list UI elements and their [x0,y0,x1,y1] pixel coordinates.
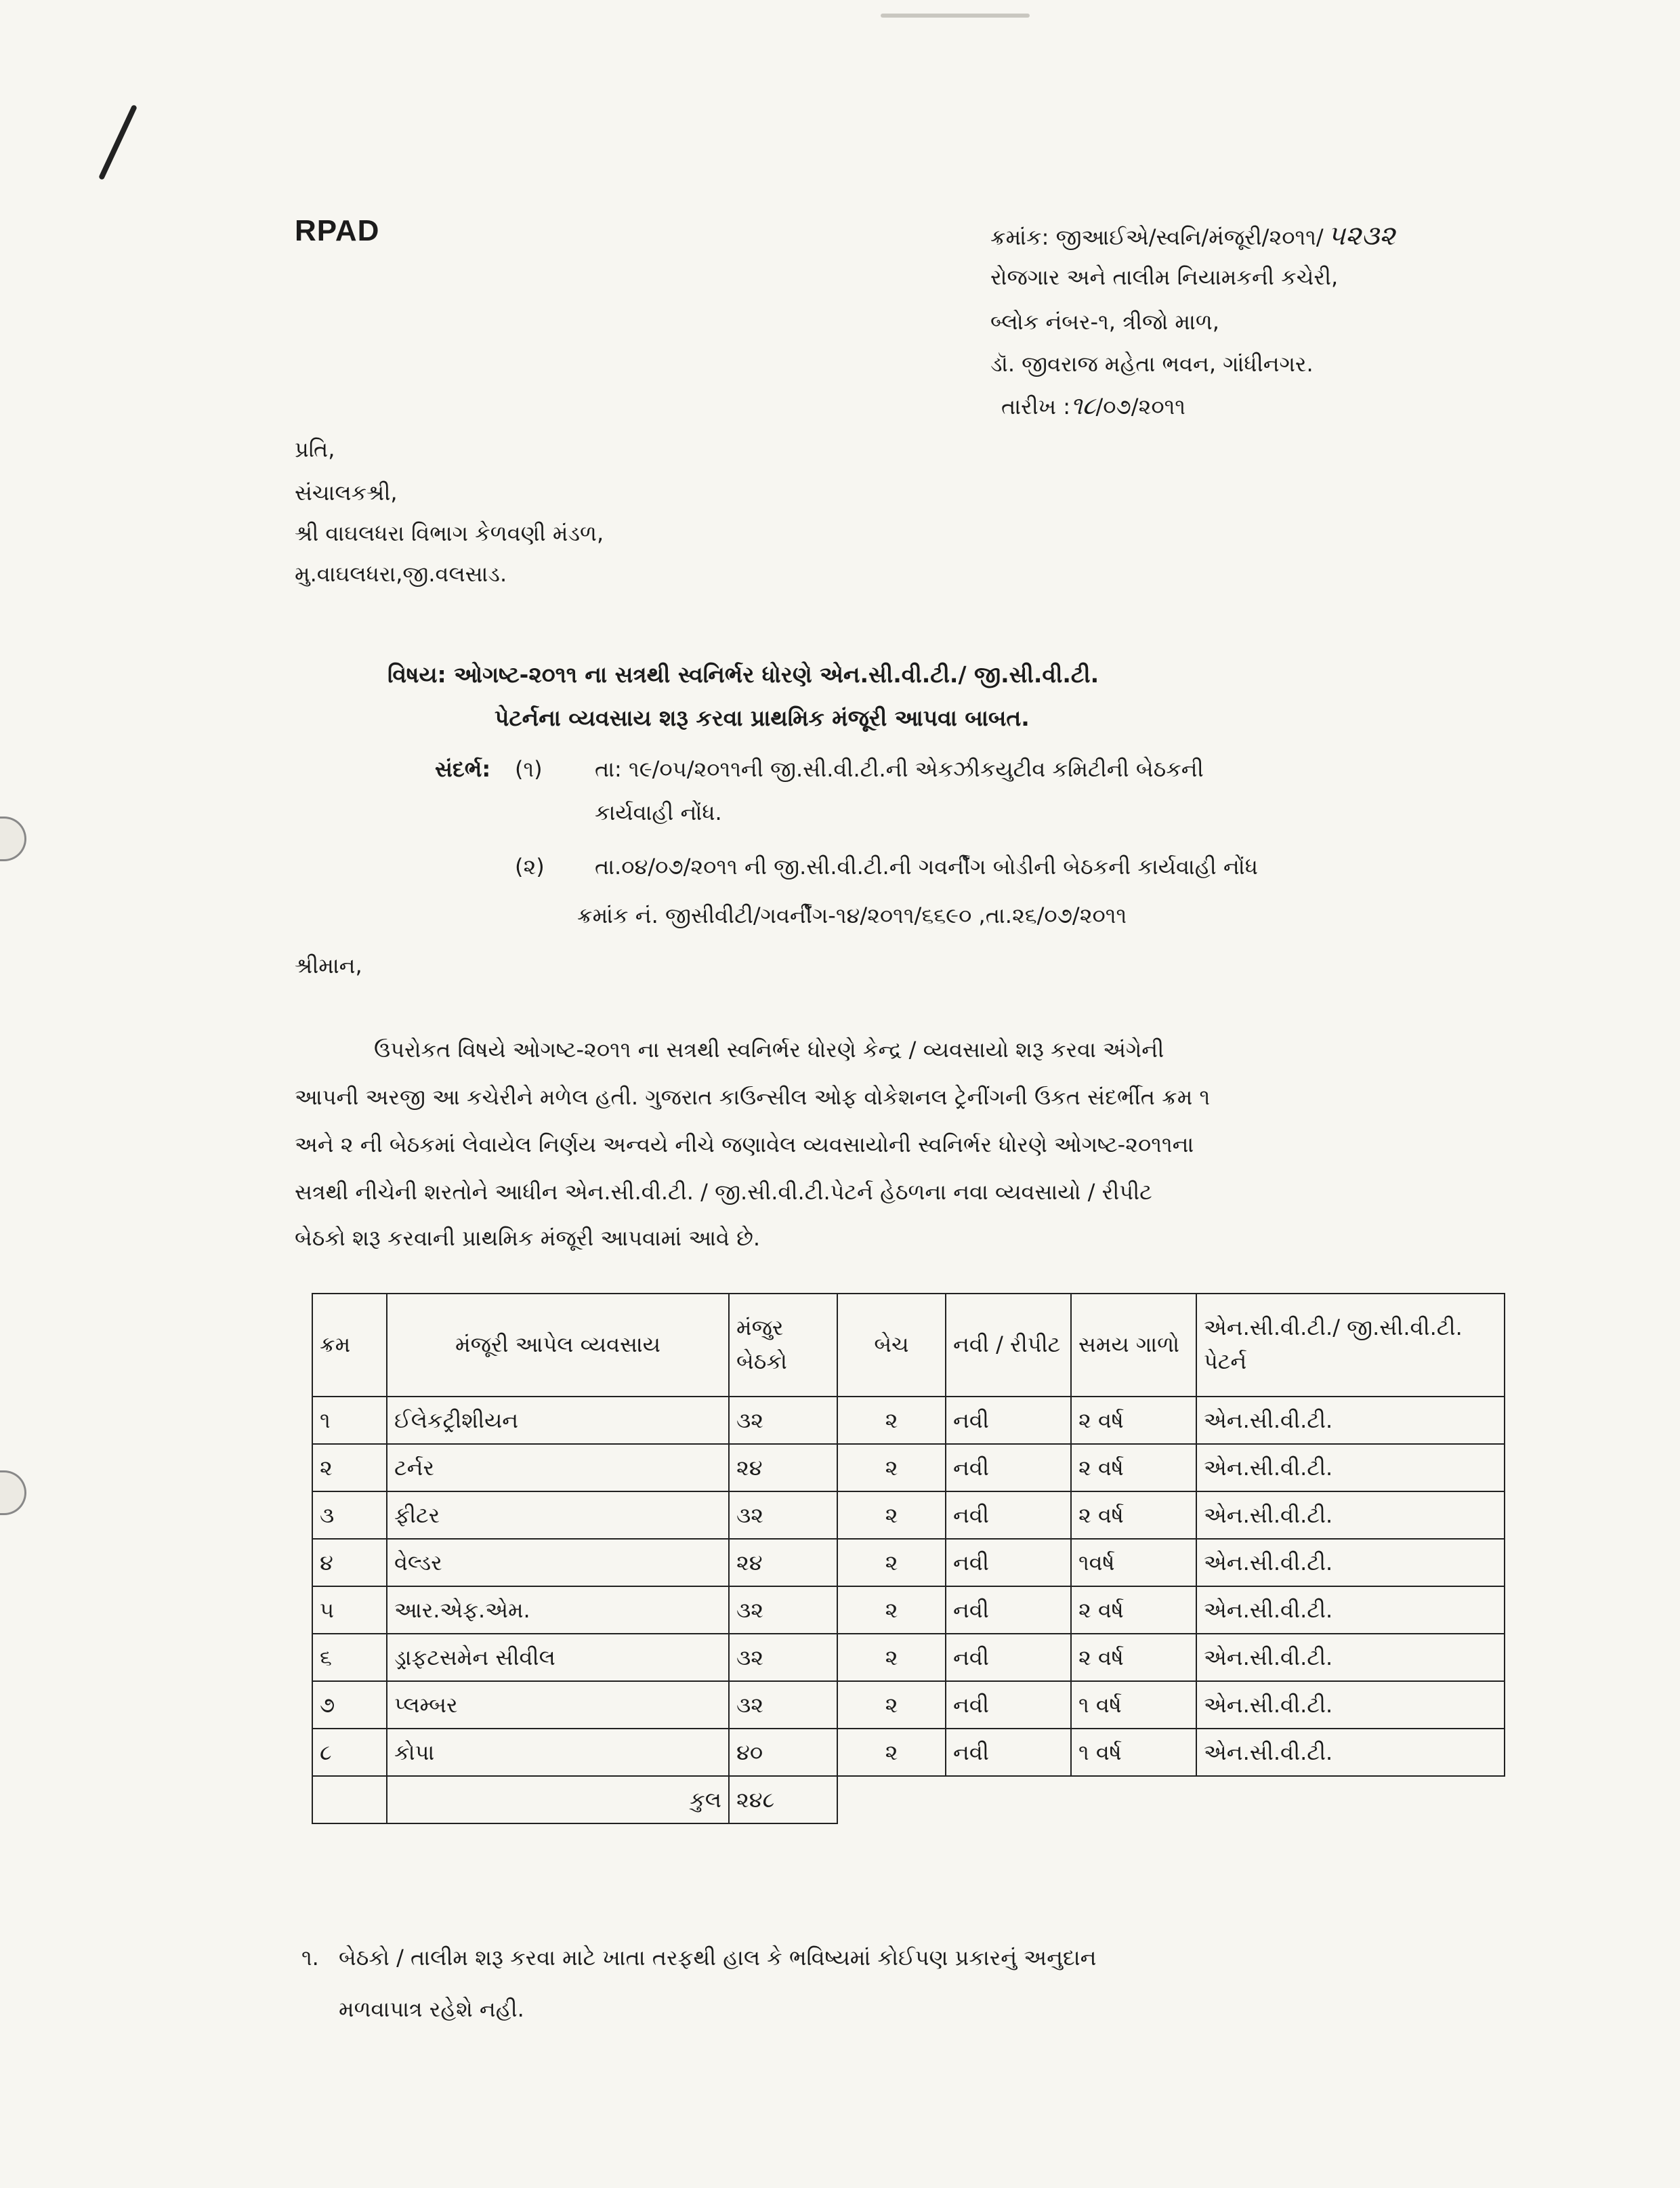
cell-pattern: એન.સી.વી.ટી. [1196,1491,1505,1539]
cell-trade: ઈલેકટ્રીશીયન [387,1397,729,1444]
table-total-row [312,1776,1505,1823]
subject-line-1: વિષય: ઓગષ્ટ-૨૦૧૧ ના સત્રથી સ્વનિર્ભર ધોરણે એન.સી.વી.ટી./ જી.સી.વી.ટી. [387,661,1099,688]
cell-trade: ટર્નર [387,1444,729,1491]
date-label: તારીખ : [1001,394,1071,419]
handwritten-date-day: ૧૮ [1070,392,1096,420]
cell-trade: આર.એફ.એમ. [387,1586,729,1634]
cell-new-repeat: નવી [946,1586,1071,1634]
reference-label: સંદર્ભ: [435,756,491,782]
reference-number-text: ક્રમાંક: જીઆઈએ/સ્વનિ/મંજૂરી/૨૦૧૧/ [990,224,1324,250]
scan-smudge [881,14,1030,18]
letter-date [1001,393,1185,420]
cell-serial: ૫ [312,1586,387,1634]
cell-serial: ૬ [312,1634,387,1681]
cell-new-repeat: નવી [946,1539,1071,1586]
reference-1-number: (૧) [515,756,543,782]
cell-pattern: એન.સી.વી.ટી. [1196,1397,1505,1444]
salutation: શ્રીમાન, [295,953,362,978]
approved-trades-table [312,1293,1504,1824]
cell-new-repeat: નવી [946,1729,1071,1776]
cell-serial: ૭ [312,1681,387,1729]
cell-serial: ૧ [312,1397,387,1444]
cell-seats: ૪૦ [729,1729,837,1776]
cell-batch: ૨ [837,1586,946,1634]
recipient-address: મુ.વાઘલધરા,જી.વલસાડ. [295,561,507,587]
cell-serial: ૨ [312,1444,387,1491]
condition-1-number: ૧. [301,1945,319,1970]
office-address-building: ડૉ. જીવરાજ મહેતા ભવન, ગાંધીનગર. [990,351,1314,377]
header-seats: મંજુર બેઠકો [729,1294,837,1397]
reference-2-line-1: તા.૦૪/૦૭/૨૦૧૧ ની જી.સી.વી.ટી.ની ગવર્નીંગ બોડીની બેઠકની કાર્યવાહી નોંધ [595,854,1258,880]
office-address-block: બ્લોક નંબર-૧, ત્રીજો માળ, [990,309,1219,335]
cell-trade: કોપા [387,1729,729,1776]
cell-seats: ૨૪ [729,1444,837,1491]
cell-trade: વેલ્ડર [387,1539,729,1586]
cell-duration: ૧વર્ષ [1071,1539,1196,1586]
header-pattern: એન.સી.વી.ટી./ જી.સી.વી.ટી. પેટર્ન [1196,1294,1505,1397]
recipient-title: સંચાલકશ્રી, [295,480,398,505]
body-line-3: અને ૨ ની બેઠકમાં લેવાયેલ નિર્ણય અન્વયે નીચે જણાવેલ વ્યવસાયોની સ્વનિર્ભર ધોરણે ઓગષ્ટ-૨૦૧૧ના [295,1132,1194,1157]
pen-stroke-mark [98,104,138,180]
cell-seats: ૨૪ [729,1539,837,1586]
cell-trade: પ્લમ્બર [387,1681,729,1729]
cell-pattern: એન.સી.વી.ટી. [1196,1539,1505,1586]
header-trade: મંજૂરી આપેલ વ્યવસાય [387,1294,729,1397]
header-duration: સમય ગાળો [1071,1294,1196,1397]
subject-line-2: પેટર્નના વ્યવસાય શરૂ કરવા પ્રાથમિક મંજૂરી આપવા બાબત. [495,705,1030,731]
cell-trade: ફીટર [387,1491,729,1539]
recipient-organisation: શ્રી વાઘલધરા વિભાગ કેળવણી મંડળ, [295,520,604,546]
cell-duration: ૧ વર્ષ [1071,1681,1196,1729]
cell-duration: ૨ વર્ષ [1071,1444,1196,1491]
cell-batch: ૨ [837,1634,946,1681]
cell-seats: ૩૨ [729,1586,837,1634]
cell-serial: ૮ [312,1729,387,1776]
cell-duration: ૨ વર્ષ [1071,1491,1196,1539]
table-row [312,1397,1505,1444]
cell-seats: ૩૨ [729,1681,837,1729]
cell-batch: ૨ [837,1491,946,1539]
total-value: ૨૪૮ [729,1776,837,1823]
reference-1-line-2: કાર્યવાહી નોંધ. [595,800,722,825]
handwritten-inward-number: ૫૨૩૨ [1327,220,1395,251]
reference-2-number: (૨) [515,854,545,880]
cell-batch: ૨ [837,1444,946,1491]
cell-seats: ૩૨ [729,1397,837,1444]
cell-pattern: એન.સી.વી.ટી. [1196,1681,1505,1729]
cell-pattern: એન.સી.વી.ટી. [1196,1634,1505,1681]
body-line-4: સત્રથી નીચેની શરતોને આધીન એન.સી.વી.ટી. / જી.સી.વી.ટી.પેટર્ન હેઠળના નવા વ્યવસાયો / રીપીટ [295,1179,1152,1205]
table-row [312,1444,1505,1491]
cell-duration: ૨ વર્ષ [1071,1397,1196,1444]
total-label: કુલ [387,1776,729,1823]
cell-batch: ૨ [837,1539,946,1586]
table-row [312,1491,1505,1539]
cell-batch: ૨ [837,1397,946,1444]
punch-hole-top [0,817,26,861]
cell-duration: ૨ વર્ષ [1071,1634,1196,1681]
total-empty-cell [312,1776,387,1823]
table-row [312,1681,1505,1729]
punch-hole-bottom [0,1470,26,1515]
cell-new-repeat: નવી [946,1397,1071,1444]
table-body [312,1397,1505,1776]
header-serial: ક્રમ [312,1294,387,1397]
table-row [312,1539,1505,1586]
table-row [312,1586,1505,1634]
cell-new-repeat: નવી [946,1681,1071,1729]
cell-duration: ૧ વર્ષ [1071,1729,1196,1776]
cell-seats: ૩૨ [729,1634,837,1681]
header-new-repeat: નવી / રીપીટ [946,1294,1071,1397]
reference-1-line-1: તા: ૧૯/૦૫/૨૦૧૧ની જી.સી.વી.ટી.ની એકઝીકયુટીવ કમિટીની બેઠકની [595,756,1204,782]
table-row [312,1729,1505,1776]
trades-table [312,1293,1505,1824]
table-header-row [312,1294,1505,1397]
cell-new-repeat: નવી [946,1444,1071,1491]
cell-serial: ૪ [312,1539,387,1586]
cell-new-repeat: નવી [946,1491,1071,1539]
cell-pattern: એન.સી.વી.ટી. [1196,1586,1505,1634]
cell-batch: ૨ [837,1729,946,1776]
cell-pattern: એન.સી.વી.ટી. [1196,1444,1505,1491]
rpad-mark: RPAD [295,214,380,247]
cell-duration: ૨ વર્ષ [1071,1586,1196,1634]
cell-seats: ૩૨ [729,1491,837,1539]
body-line-1: ઉપરોકત વિષયે ઓગષ્ટ-૨૦૧૧ ના સત્રથી સ્વનિર્ભર ધોરણે કેન્દ્ર / વ્યવસાયો શરૂ કરવા અંગેની [374,1037,1164,1062]
cell-new-repeat: નવી [946,1634,1071,1681]
total-blank [837,1776,1505,1823]
header-batch: બેચ [837,1294,946,1397]
recipient-to: પ્રતિ, [295,436,335,462]
body-line-2: આપની અરજી આ કચેરીને મળેલ હતી. ગુજરાત કાઉન્સીલ ઓફ વોકેશનલ ટ્રેનીંગની ઉકત સંદર્ભીત ક્રમ ૧ [295,1084,1211,1110]
cell-trade: ડ્રાફટસમેન સીવીલ [387,1634,729,1681]
cell-serial: ૩ [312,1491,387,1539]
condition-1-line-1: બેઠકો / તાલીમ શરૂ કરવા માટે ખાતા તરફથી હાલ કે ભવિષ્યમાં કોઈપણ પ્રકારનું અનુદાન [339,1945,1097,1970]
reference-number [990,221,1395,251]
cell-batch: ૨ [837,1681,946,1729]
date-month-year: /૦૭/૨૦૧૧ [1095,394,1185,419]
office-name: રોજગાર અને તાલીમ નિયામકની કચેરી, [990,264,1339,290]
reference-2-line-2: ક્રમાંક નં. જીસીવીટી/ગવર્નીંગ-૧૪/૨૦૧૧/૬૬૯૦ ,તા.૨૬/૦૭/૨૦૧૧ [577,903,1127,928]
cell-pattern: એન.સી.વી.ટી. [1196,1729,1505,1776]
table-row [312,1634,1505,1681]
body-line-5: બેઠકો શરૂ કરવાની પ્રાથમિક મંજૂરી આપવામાં આવે છે. [295,1225,761,1251]
condition-1-line-2: મળવાપાત્ર રહેશે નહી. [339,1996,524,2022]
